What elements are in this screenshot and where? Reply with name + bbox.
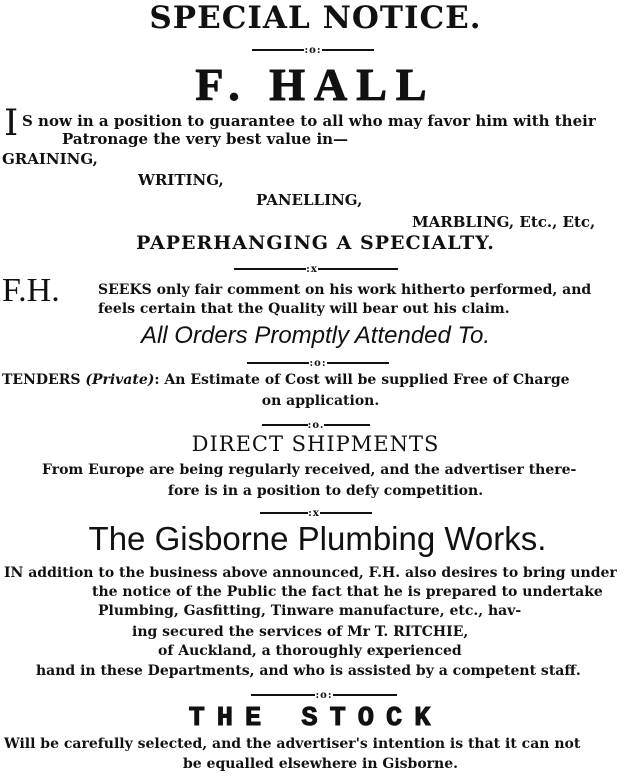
separator: [240, 356, 396, 370]
service-marbling: MARBLING, Etc., Etc,: [412, 213, 596, 231]
plumbing-line-1: IN addition to the business above announced, F.H. also desires to bring under: [4, 565, 617, 581]
separator: [244, 688, 404, 702]
specialty-heading: PAPERHANGING A SPECIALTY.: [136, 232, 495, 254]
separator-mark: :o:: [304, 44, 322, 56]
separator: [232, 262, 400, 276]
plumbing-line-2: the notice of the Public the fact that he is prepared to undertake: [92, 584, 603, 600]
plumbing-heading: The Gisborne Plumbing Works.: [88, 520, 547, 557]
separator: [256, 418, 376, 432]
notice-title: SPECIAL NOTICE.: [149, 0, 482, 36]
intro-line-1: S now in a position to guarantee to all who may favor him with their: [22, 112, 596, 130]
tenders-private: (Private): [85, 372, 155, 388]
separator: [246, 43, 380, 57]
separator-mark: :o:: [315, 689, 333, 701]
shipments-line-2: fore is in a position to defy competition.: [167, 483, 484, 499]
intro-line-2: Patronage the very best value in—: [62, 130, 349, 148]
tenders-label: TENDERS: [2, 372, 81, 388]
service-writing: WRITING,: [138, 171, 224, 189]
separator-mark: :x: [308, 507, 320, 519]
tenders-text: : An Estimate of Cost will be supplied Free of Charge: [154, 372, 570, 388]
plumbing-line-5: of Auckland, a thoroughly experienced: [158, 643, 462, 659]
service-graining: GRAINING,: [2, 150, 98, 168]
stock-line-2: be equalled elsewhere in Gisborne.: [182, 756, 459, 772]
fh-initials: F.H.: [2, 272, 60, 309]
fh-line-2: feels certain that the Quality will bear out his claim.: [98, 301, 510, 317]
stock-line-1: Will be carefully selected, and the advertiser's intention is that it can not: [4, 736, 581, 752]
plumbing-line-4: ing secured the services of Mr T. RITCHIE,: [132, 624, 469, 640]
stock-heading: THE STOCK: [188, 704, 443, 734]
plumbing-line-6: hand in these Departments, and who is assisted by a competent staff.: [36, 663, 581, 679]
separator: [254, 506, 378, 520]
separator-mark: :x: [306, 263, 318, 275]
tenders-line-2: on application.: [261, 393, 380, 409]
separator-mark: :o.: [307, 419, 325, 431]
separator-mark: :o:: [309, 357, 327, 369]
tenders-line-1: [2, 372, 570, 388]
intro-dropcap: I: [4, 103, 19, 144]
plumbing-line-3: Plumbing, Gasfitting, Tinware manufacture, etc., hav-: [98, 603, 522, 619]
advertiser-name: F. HALL: [195, 59, 436, 110]
shipments-line-1: From Europe are being regularly received, and the advertiser there-: [42, 462, 577, 478]
shipments-heading: DIRECT SHIPMENTS: [191, 432, 440, 456]
service-panelling: PANELLING,: [256, 191, 363, 209]
fh-line-1: SEEKS only fair comment on his work hitherto performed, and: [98, 282, 592, 298]
orders-line: All Orders Promptly Attended To.: [140, 322, 491, 349]
